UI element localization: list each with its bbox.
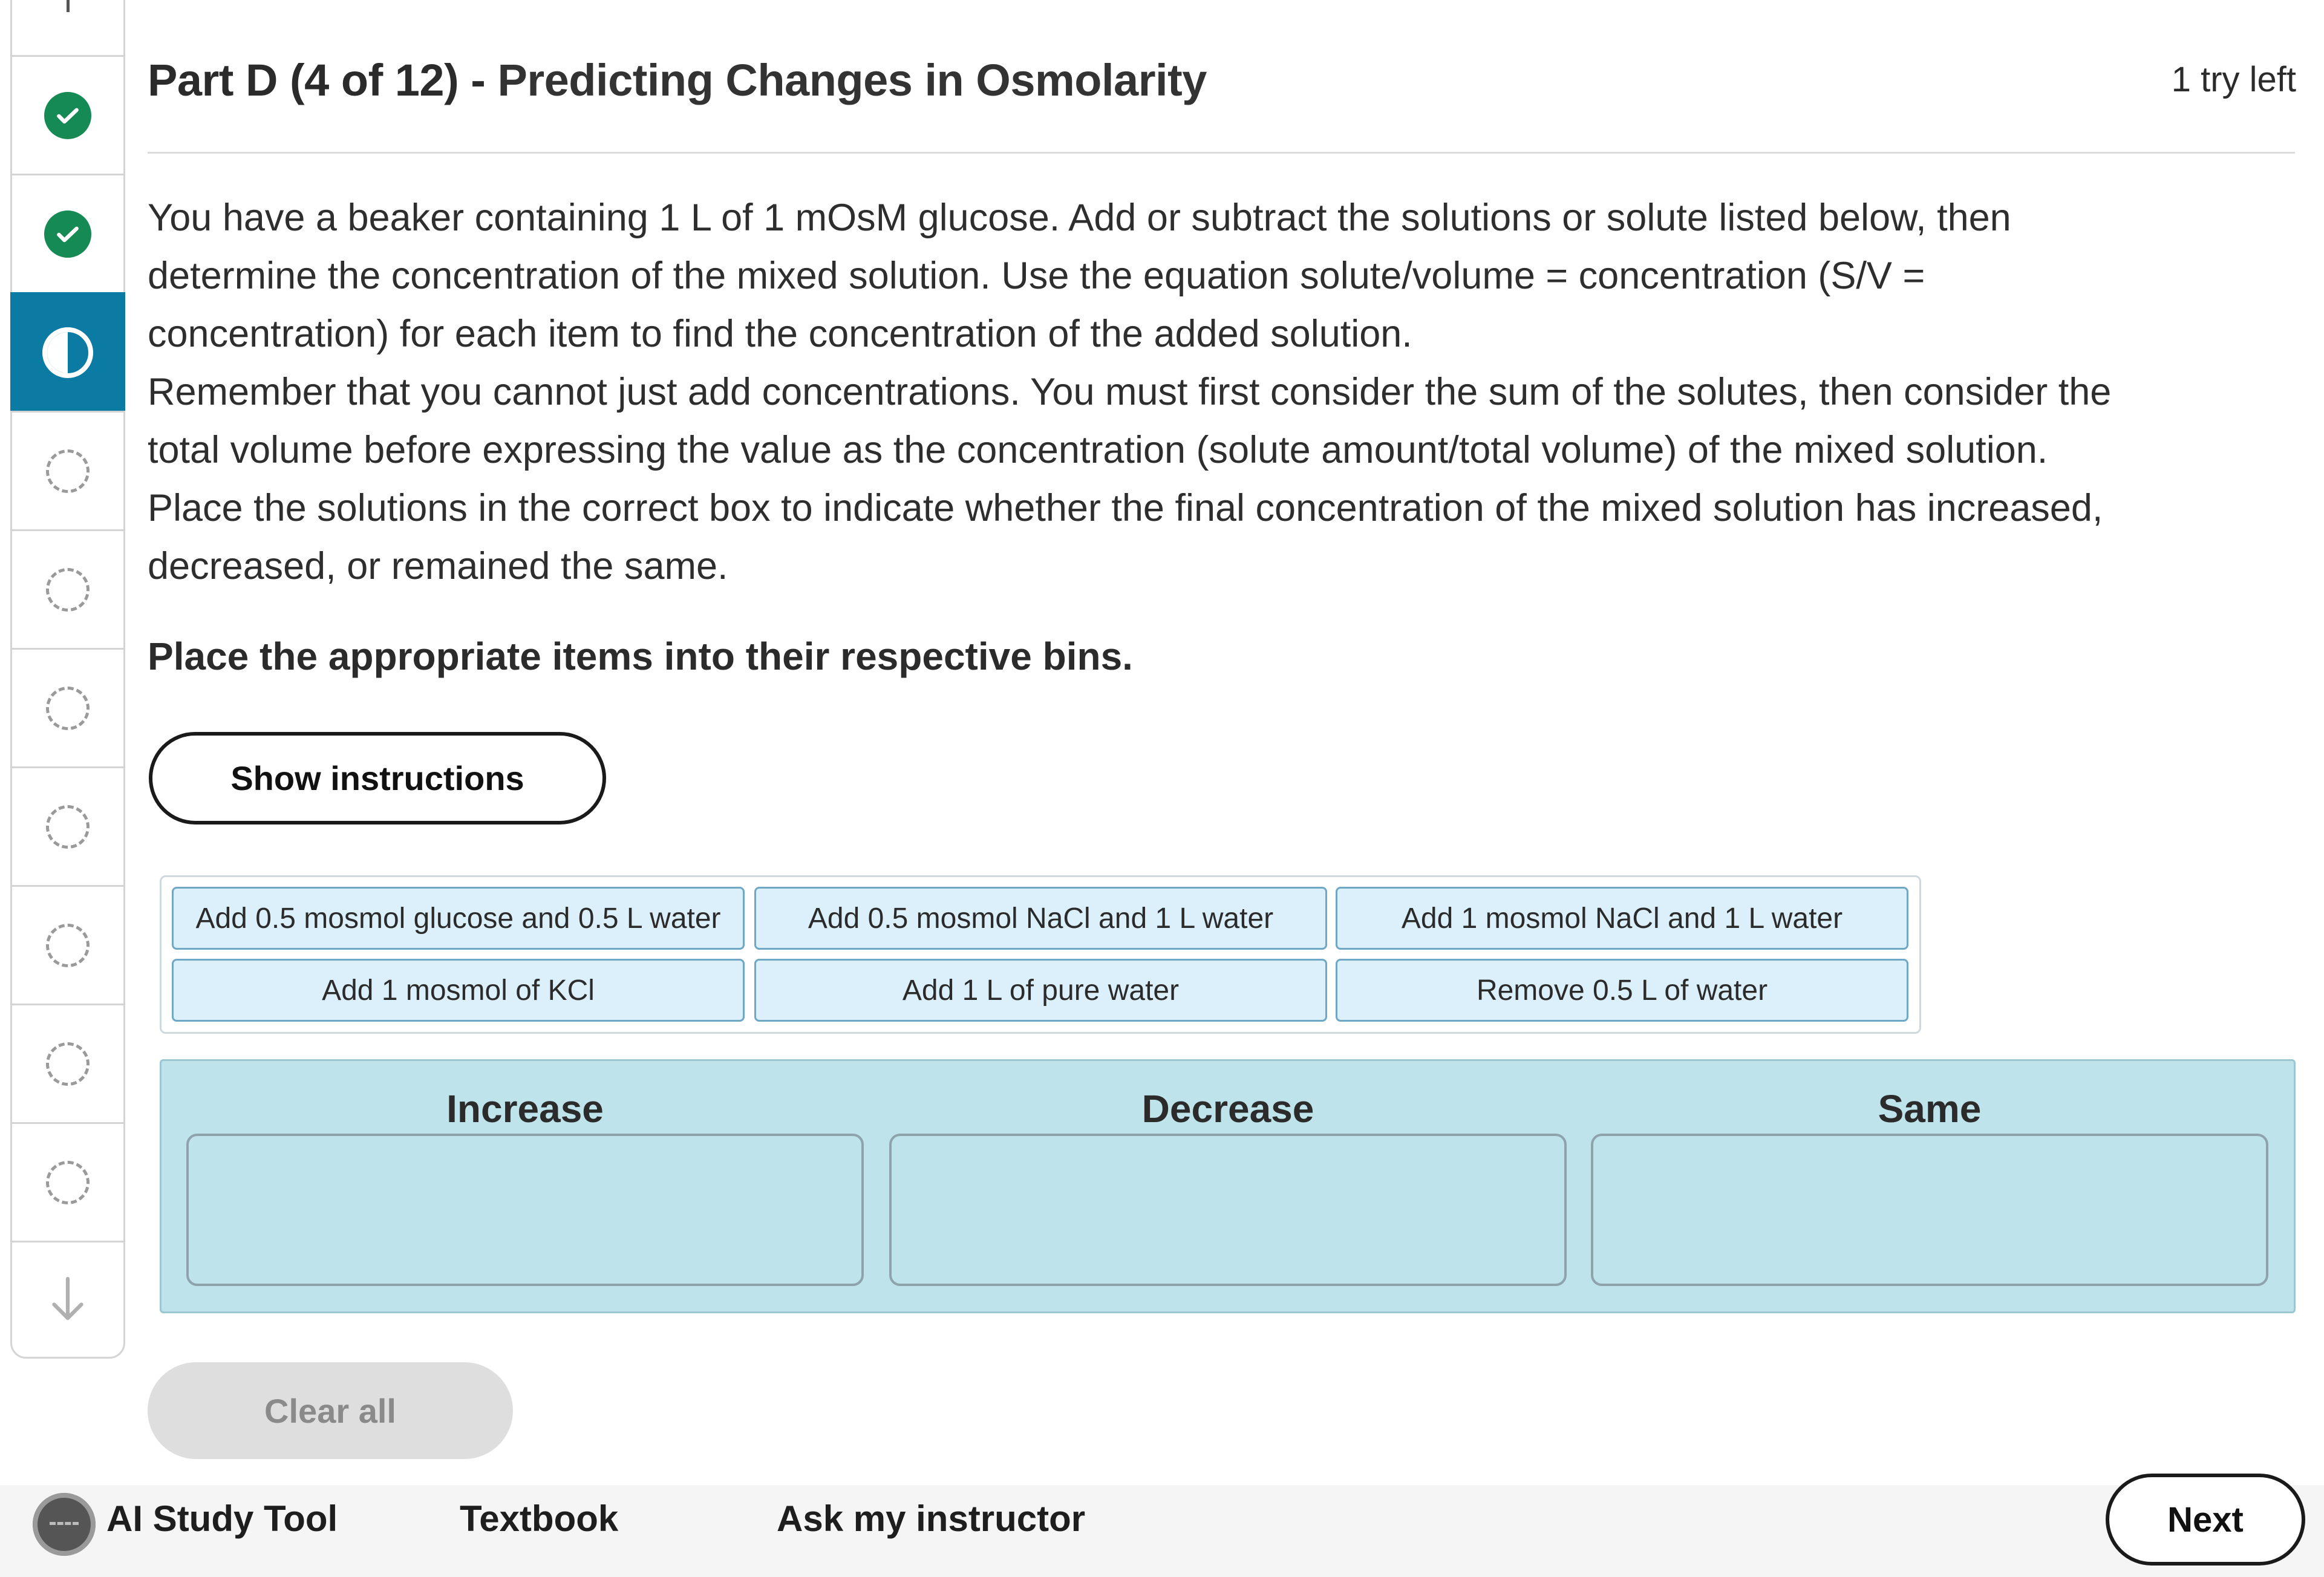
pending-circle-icon xyxy=(46,1161,90,1204)
progress-step-2[interactable] xyxy=(10,174,125,292)
check-circle-icon xyxy=(44,211,91,258)
half-circle-icon xyxy=(42,327,93,378)
draggable-item[interactable]: Add 1 mosmol of KCl xyxy=(172,959,745,1022)
title-separator: - xyxy=(459,55,498,105)
question-line-7: decreased, or remained the same. xyxy=(148,545,728,587)
progress-step-6[interactable] xyxy=(10,648,125,766)
progress-step-7[interactable] xyxy=(10,766,125,885)
ask-instructor-link[interactable]: Ask my instructor xyxy=(777,1498,1086,1539)
pending-circle-icon xyxy=(46,924,90,967)
textbook-link[interactable]: Textbook xyxy=(460,1498,619,1539)
footer-bar xyxy=(0,1485,2324,1577)
bin-increase-dropzone[interactable] xyxy=(186,1134,864,1286)
tries-left: 1 try left xyxy=(2171,60,2296,99)
scroll-down-button[interactable] xyxy=(10,1241,125,1359)
question-line-2: determine the concentration of the mixed solution. Use the equation solute/volume = concentration (S/V = xyxy=(148,255,1925,297)
header-divider xyxy=(148,152,2295,154)
bin-same-dropzone[interactable] xyxy=(1591,1134,2268,1286)
question-line-1: You have a beaker containing 1 L of 1 mOsM glucose. Add or subtract the solutions or solute listed below, then xyxy=(148,197,2011,239)
task-prompt: Place the appropriate items into their respective bins. xyxy=(148,635,1133,678)
question-line-6: Place the solutions in the correct box to indicate whether the final concentration of the mixed solution has increased, xyxy=(148,487,2103,529)
progress-step-9[interactable] xyxy=(10,1004,125,1122)
check-circle-icon xyxy=(44,92,91,139)
page-title xyxy=(148,54,1207,106)
bin-decrease-dropzone[interactable] xyxy=(889,1134,1567,1286)
draggable-item[interactable]: Add 0.5 mosmol NaCl and 1 L water xyxy=(754,887,1327,950)
draggable-item[interactable]: Remove 0.5 L of water xyxy=(1336,959,1908,1022)
bin-label-same: Same xyxy=(1878,1087,1982,1131)
progress-step-4[interactable] xyxy=(10,411,125,529)
bin-label-decrease: Decrease xyxy=(1141,1087,1314,1131)
next-button[interactable]: Next xyxy=(2106,1474,2305,1566)
question-line-5: total volume before expressing the value as the concentration (solute amount/total volume) of the mixed solution. xyxy=(148,429,2048,471)
draggable-item[interactable]: Add 0.5 mosmol glucose and 0.5 L water xyxy=(172,887,745,950)
question-line-4: Remember that you cannot just add concentrations. You must first consider the sum of the solutes, then consider the xyxy=(148,371,2112,413)
progress-step-1[interactable] xyxy=(10,55,125,174)
progress-step-5[interactable] xyxy=(10,529,125,648)
progress-step-3-current[interactable] xyxy=(10,292,125,411)
progress-step-8[interactable] xyxy=(10,885,125,1004)
pending-circle-icon xyxy=(46,687,90,730)
progress-step-10[interactable] xyxy=(10,1122,125,1241)
bin-label-increase: Increase xyxy=(446,1087,604,1131)
draggable-item[interactable]: Add 1 mosmol NaCl and 1 L water xyxy=(1336,887,1908,950)
part-label: Part D (4 of 12) xyxy=(148,55,459,105)
pending-circle-icon xyxy=(46,805,90,849)
arrow-up-icon[interactable] xyxy=(67,0,70,12)
part-topic: Predicting Changes in Osmolarity xyxy=(497,55,1207,105)
arrow-down-icon xyxy=(50,1276,86,1324)
question-line-3: concentration) for each item to find the concentration of the added solution. xyxy=(148,313,1412,355)
ai-study-tool-link[interactable]: AI Study Tool xyxy=(106,1498,338,1539)
draggable-item[interactable]: Add 1 L of pure water xyxy=(754,959,1327,1022)
clear-all-button[interactable]: Clear all xyxy=(148,1362,513,1459)
ai-study-tool-icon[interactable] xyxy=(33,1493,96,1556)
show-instructions-button[interactable]: Show instructions xyxy=(149,732,606,824)
pending-circle-icon xyxy=(46,449,90,493)
pending-circle-icon xyxy=(46,1042,90,1086)
pending-circle-icon xyxy=(46,568,90,612)
